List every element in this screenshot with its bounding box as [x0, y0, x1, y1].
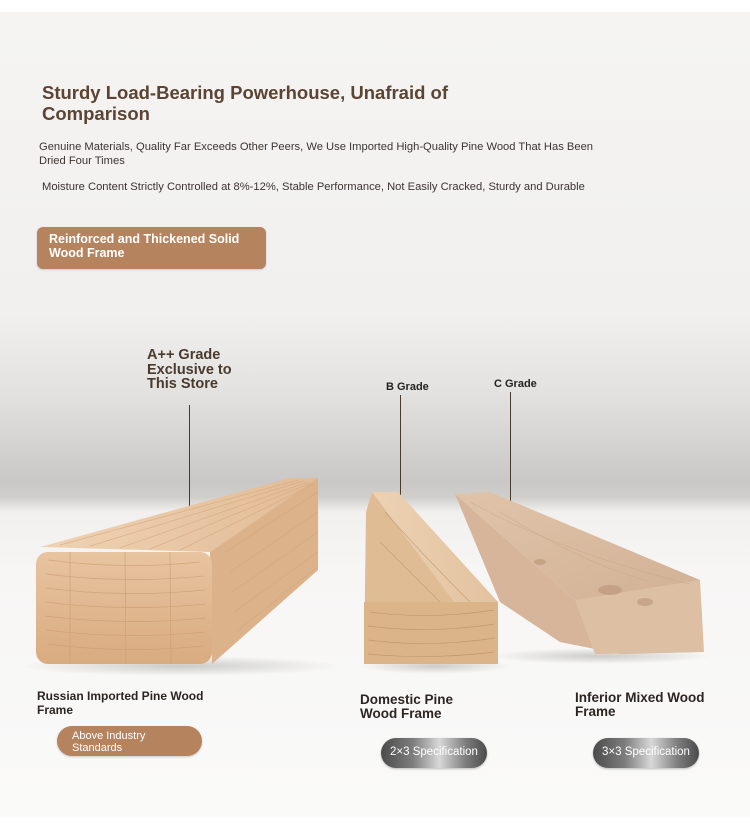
badge-above-standards-label: Above Industry Standards	[72, 730, 146, 754]
board-b-end-grain	[364, 602, 498, 664]
grade-b-label: B Grade	[386, 381, 429, 393]
grade-a-label: A++ Grade Exclusive to This Store	[147, 347, 232, 392]
headline: Sturdy Load-Bearing Powerhouse, Unafraid of Comparison	[42, 82, 449, 124]
product-name-domestic-pine: Domestic Pine Wood Frame	[360, 692, 454, 721]
badge-3x3-spec	[593, 738, 699, 768]
grade-c-label: C Grade	[494, 378, 537, 390]
product-name-russian-pine: Russian Imported Pine Wood Frame	[37, 689, 204, 717]
material-description: Genuine Materials, Quality Far Exceeds Other Peers, We Use Imported High-Quality Pine Wood That Has Been Dried Four Times	[39, 141, 594, 167]
wood-boards-illustration	[0, 452, 750, 682]
board-a	[36, 478, 318, 664]
product-comparison-panel	[0, 12, 750, 817]
badge-2x3-spec-label: 2×3 Specification	[390, 746, 478, 758]
badge-2x3-spec	[381, 738, 487, 768]
product-name-mixed-wood: Inferior Mixed Wood Frame	[575, 690, 705, 719]
badge-above-standards	[57, 726, 202, 756]
frame-feature-tag	[37, 227, 266, 269]
badge-3x3-spec-label: 3×3 Specification	[602, 746, 690, 758]
frame-feature-tag-label: Reinforced and Thickened Solid Wood Frame	[49, 232, 240, 260]
moisture-description: Moisture Content Strictly Controlled at 8%-12%, Stable Performance, Not Easily Cracked, Sturdy and Durable	[42, 181, 585, 193]
